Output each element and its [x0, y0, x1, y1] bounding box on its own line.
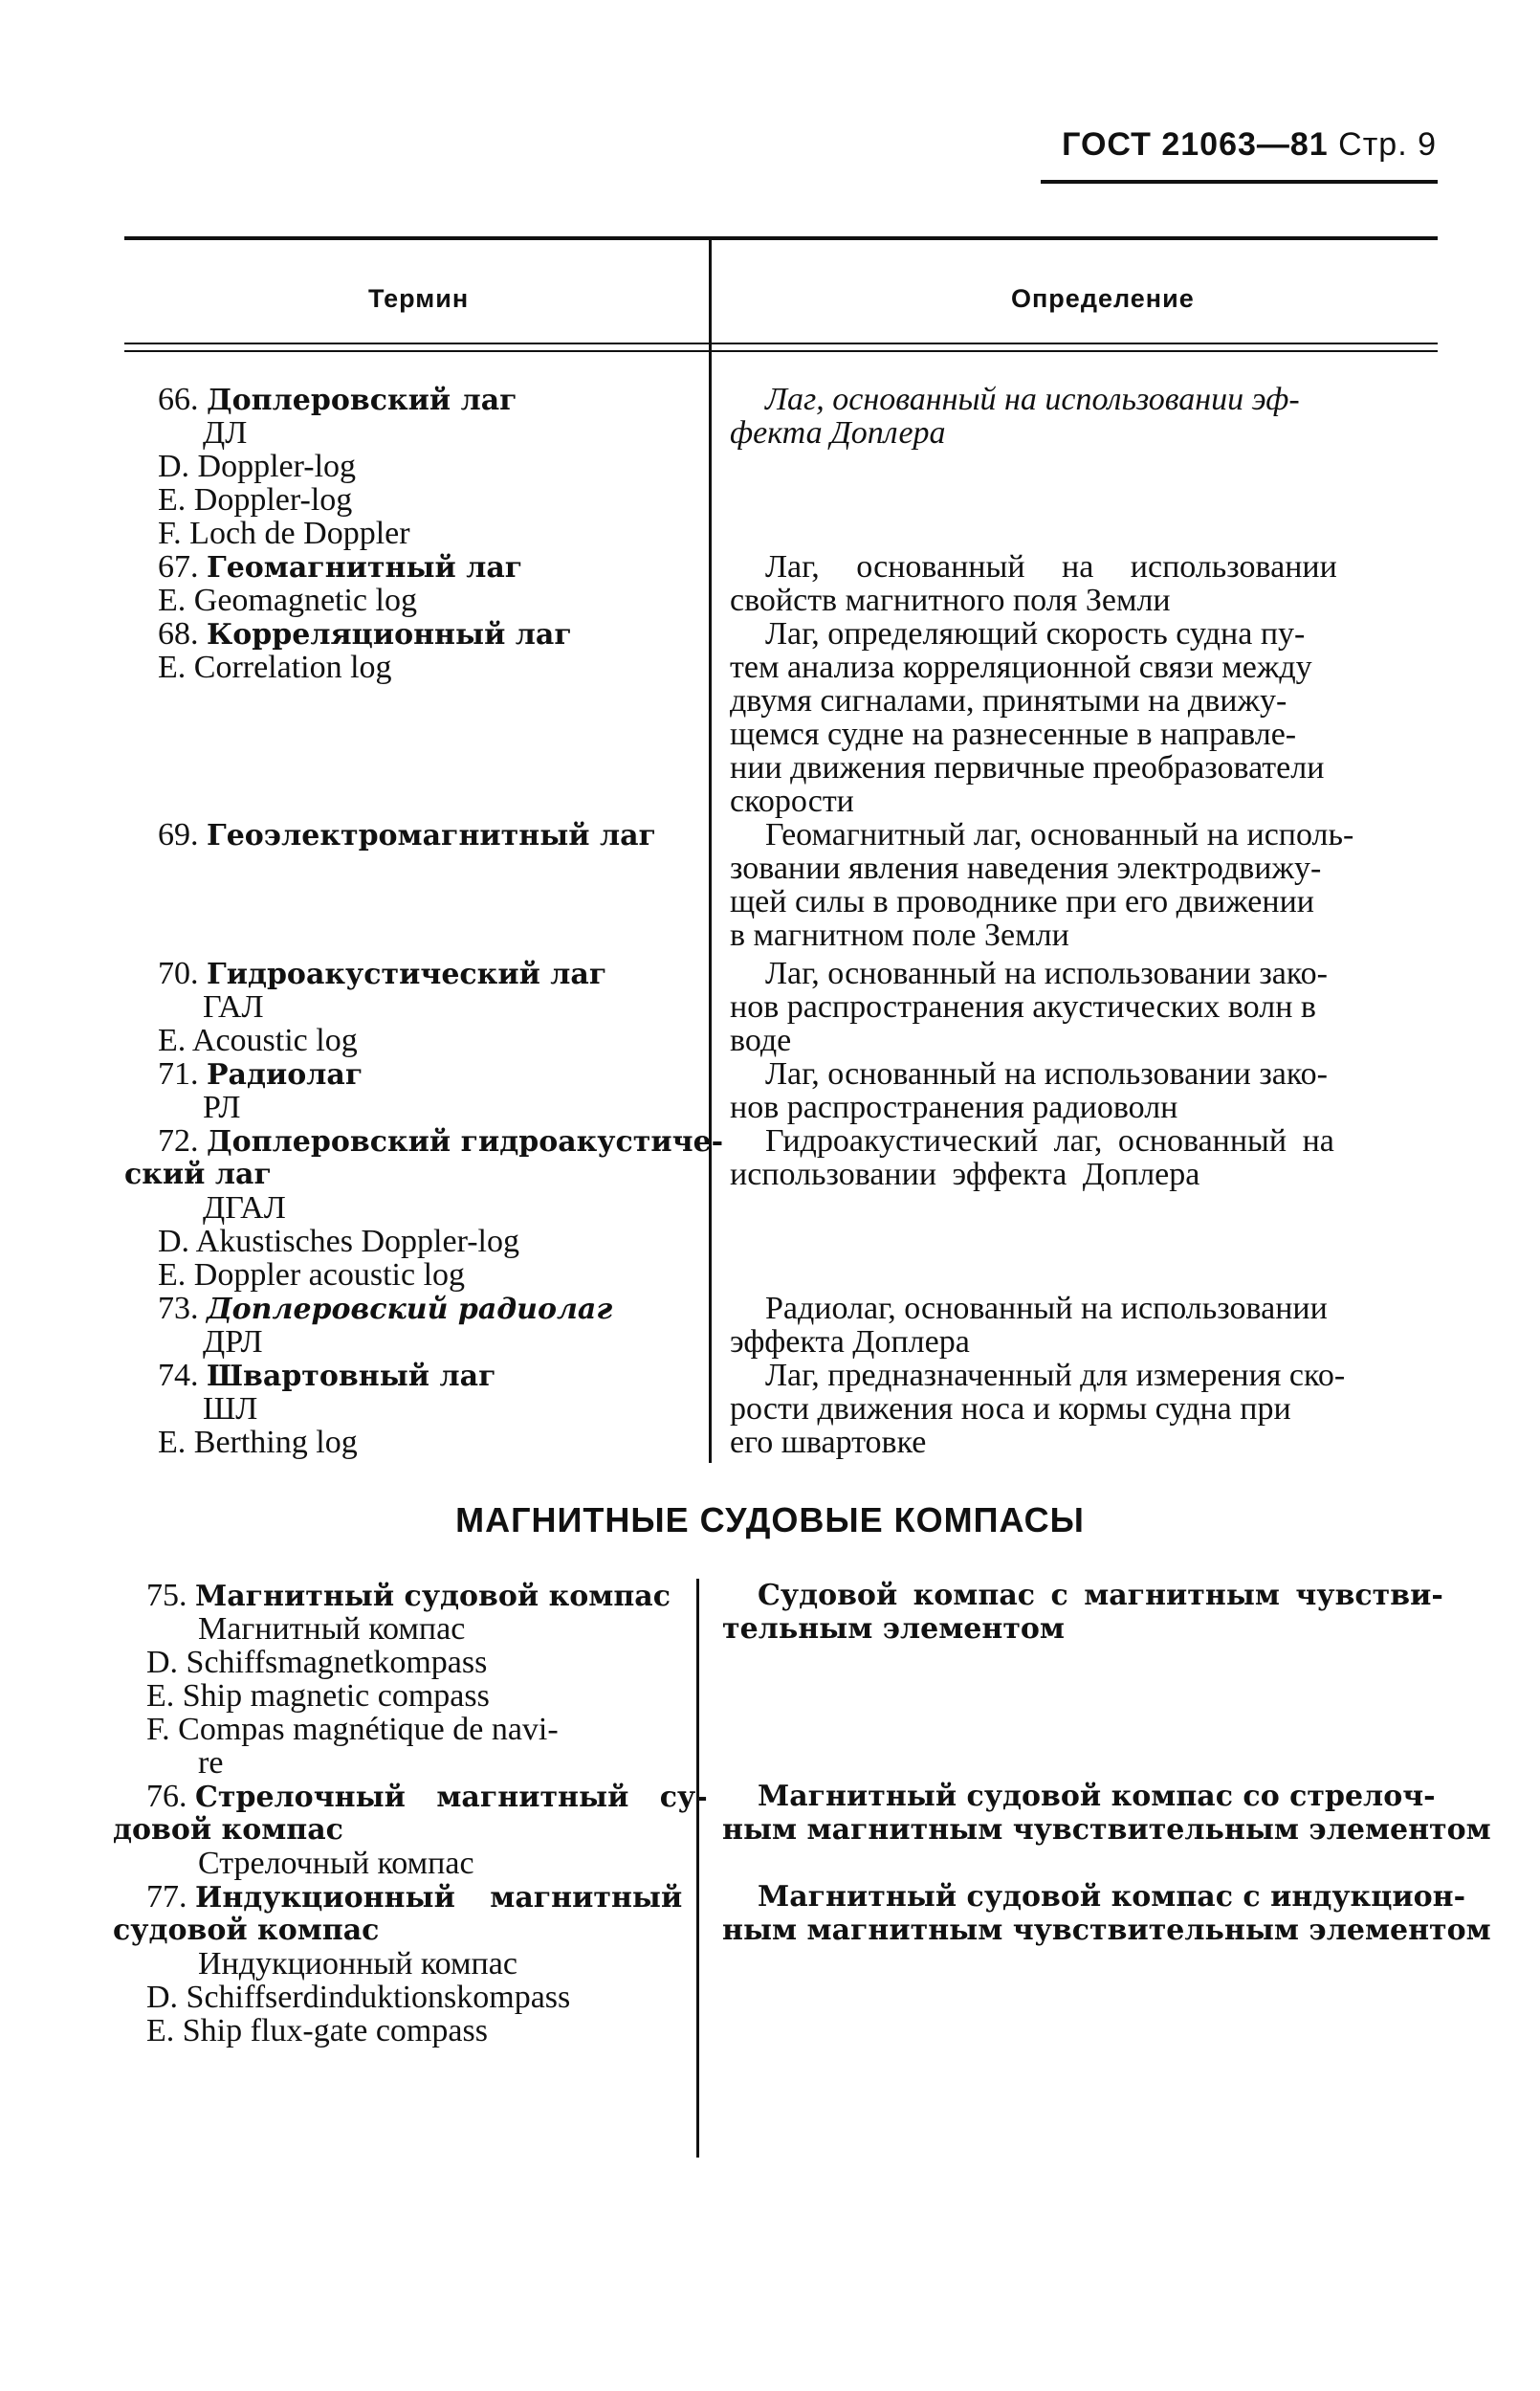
term-synonym: E. Berthing log — [158, 1425, 358, 1460]
definition-text: Лаг, основанный на использовании зако- — [765, 1056, 1328, 1092]
header-rule — [1041, 180, 1438, 184]
term-name: Доплеровский гидроакустиче- — [207, 1125, 724, 1159]
entry-number: 75. — [146, 1578, 187, 1613]
entry-number: 74. — [158, 1358, 199, 1393]
definition-text: Лаг, основанный на использовании эф- — [765, 382, 1300, 417]
term-abbreviation: ДРЛ — [203, 1324, 263, 1360]
definition-text: зовании явления наведения электродвижу- — [730, 851, 1322, 886]
term-name-continuation: ский лаг — [124, 1158, 272, 1191]
definition-text: свойств магнитного поля Земли — [730, 583, 1171, 618]
definition-text: Лаг, основанный на использовании — [765, 549, 1337, 585]
column-header-definition: Определение — [1011, 284, 1195, 313]
definition-text: Судовой компас с магнитным чувстви- — [758, 1579, 1443, 1612]
definition-text: тем анализа корреляционной связи между — [730, 650, 1312, 685]
term-abbreviation: ДГАЛ — [203, 1190, 286, 1226]
term-name: Магнитный судовой компас — [195, 1580, 671, 1613]
entry-number: 71. — [158, 1056, 199, 1092]
definition-text: воде — [730, 1023, 792, 1058]
term-synonym: E. Ship flux-gate compass — [146, 2013, 488, 2048]
term-synonym-continuation: re — [198, 1745, 224, 1781]
term-abbreviation: ДЛ — [203, 415, 248, 451]
definition-text: Магнитный судовой компас с индукцион- — [758, 1880, 1466, 1914]
table-header-rule-1 — [124, 343, 1438, 344]
term-synonym: F. Loch de Doppler — [158, 516, 410, 551]
column-header-term: Термин — [368, 284, 470, 313]
definition-text: рости движения носа и кормы судна при — [730, 1391, 1291, 1427]
definition-text: его швартовке — [730, 1425, 927, 1460]
page-header — [1062, 126, 1437, 164]
term-name-continuation: судовой компас — [113, 1914, 380, 1947]
term-synonym: E. Geomagnetic log — [158, 583, 417, 618]
definition-text: ным магнитным чувствительным элементом — [722, 1813, 1491, 1847]
entry-number: 72. — [158, 1123, 199, 1159]
term-synonym: E. Doppler acoustic log — [158, 1257, 466, 1293]
definition-text: Лаг, основанный на использовании зако- — [765, 956, 1328, 991]
standard-number: ГОСТ 21063—81 — [1062, 126, 1329, 163]
term-synonym: E. Correlation log — [158, 650, 392, 685]
term-name: Доплеровский лаг — [207, 384, 517, 417]
entry-number: 70. — [158, 956, 199, 991]
definition-text: Гидроакустический лаг, основанный на — [765, 1123, 1334, 1159]
entry-number: 68. — [158, 616, 199, 652]
table-header-rule-2 — [124, 350, 1438, 352]
entry-number: 66. — [158, 382, 199, 417]
term-synonym: F. Compas magnétique de navi- — [146, 1712, 559, 1747]
term-name: Доплеровский радиолаг — [207, 1293, 613, 1326]
table-top-rule — [124, 236, 1438, 240]
section-title: МАГНИТНЫЕ СУДОВЫЕ КОМПАСЫ — [455, 1500, 1085, 1539]
definition-text: Геомагнитный лаг, основанный на исполь- — [765, 817, 1354, 852]
definition-text: щемся судне на разнесенные в направле- — [730, 717, 1297, 752]
entry-number: 73. — [158, 1291, 199, 1326]
term-synonym: D. Schiffsmagnetkompass — [146, 1645, 488, 1680]
term-name: Геомагнитный лаг — [207, 551, 523, 585]
term-name: Швартовный лаг — [207, 1360, 496, 1393]
term-abbreviation: ГАЛ — [203, 989, 264, 1025]
term-name: Корреляционный лаг — [207, 618, 572, 652]
definition-text: эффекта Доплера — [730, 1324, 970, 1360]
term-synonym: E. Ship magnetic compass — [146, 1678, 490, 1714]
definition-text: скорости — [730, 784, 854, 819]
term-abbreviation: ШЛ — [203, 1391, 258, 1427]
term-name: Радиолаг — [207, 1058, 363, 1092]
term-synonym: E. Acoustic log — [158, 1023, 358, 1058]
term-synonym: D. Schiffserdinduktionskompass — [146, 1980, 571, 2015]
term-name: Индукционный магнитный — [195, 1881, 683, 1915]
definition-text: в магнитном поле Земли — [730, 918, 1069, 953]
term-synonym: D. Akustisches Doppler-log — [158, 1224, 520, 1259]
column-divider-lower — [696, 1579, 699, 2158]
term-synonym: D. Doppler-log — [158, 449, 357, 484]
definition-text: Магнитный судовой компас со стрелоч- — [758, 1780, 1436, 1813]
term-alternative: Индукционный компас — [198, 1946, 517, 1981]
entry-number: 77. — [146, 1879, 187, 1915]
definition-text: Лаг, предназначенный для измерения ско- — [765, 1358, 1346, 1393]
entry-number: 69. — [158, 817, 199, 852]
term-name-continuation: довой компас — [113, 1813, 343, 1847]
definition-text: фекта Доплера — [730, 415, 946, 451]
definition-text: щей силы в проводнике при его движении — [730, 884, 1314, 919]
entry-number: 67. — [158, 549, 199, 585]
definition-text: нов распространения акустических волн в — [730, 989, 1316, 1025]
term-name: Геоэлектромагнитный лаг — [207, 819, 656, 852]
term-abbreviation: РЛ — [203, 1090, 241, 1125]
term-synonym: E. Doppler-log — [158, 482, 353, 518]
definition-text: ным магнитным чувствительным элементом — [722, 1914, 1491, 1947]
entry-number: 76. — [146, 1779, 187, 1814]
page-number: Стр. 9 — [1338, 126, 1437, 163]
term-name: Гидроакустический лаг — [207, 958, 607, 991]
term-name: Стрелочный магнитный су- — [195, 1781, 708, 1814]
definition-text: Радиолаг, основанный на использовании — [765, 1291, 1328, 1326]
definition-text: тельным элементом — [722, 1612, 1065, 1646]
definition-text: двумя сигналами, принятыми на движу- — [730, 683, 1287, 719]
definition-text: использовании эффекта Доплера — [730, 1157, 1200, 1192]
definition-text: Лаг, определяющий скорость судна пу- — [765, 616, 1306, 652]
term-alternative: Магнитный компас — [198, 1611, 466, 1647]
column-divider — [709, 238, 712, 1463]
definition-text: нов распространения радиоволн — [730, 1090, 1178, 1125]
definition-text: нии движения первичные преобразователи — [730, 750, 1325, 786]
term-alternative: Стрелочный компас — [198, 1846, 474, 1881]
